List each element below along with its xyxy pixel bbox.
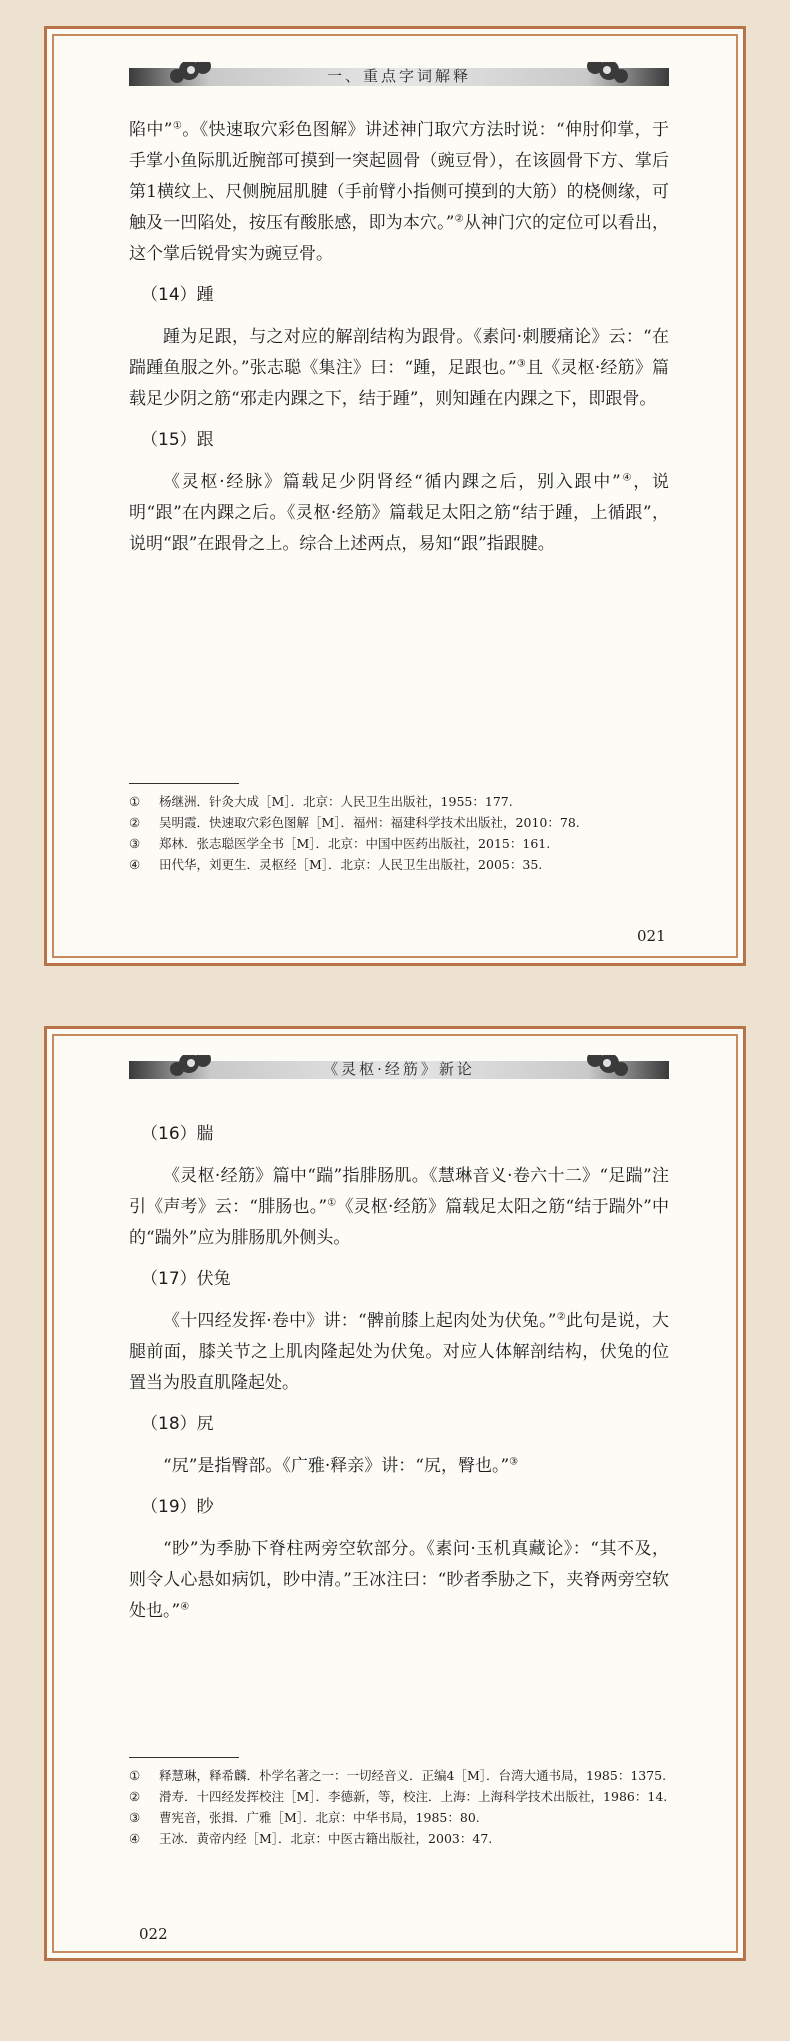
footnote-ref: ① bbox=[327, 1197, 337, 1209]
footnote-divider bbox=[129, 1757, 239, 1758]
chapter-title: 一、重点字词解释 bbox=[326, 67, 471, 85]
page-number: 022 bbox=[139, 1925, 168, 1943]
section-heading-14: （14）踵 bbox=[141, 285, 214, 305]
continued-paragraph: 陷中”①。《快速取穴彩色图解》讲述神门取穴方法时说：“伸肘仰掌，于手掌小鱼际肌近腕部可摸到一突起圆骨（豌豆骨），在该圆骨下方、掌后第1横纹上、尺侧腕屈肌腱（手前臂小指侧可摸到的大筋）的桡侧缘，可触及一凹陷处，按压有酸胀感，即为本穴。”②从神门穴的定位可以看出，这个掌后锐骨实为豌豆骨。 bbox=[129, 120, 670, 264]
book-title: 《灵枢·经筋》新论 bbox=[323, 1060, 475, 1078]
book-page-022 bbox=[44, 1026, 746, 1961]
section-paragraph-17: 《十四经发挥·卷中》讲：“髀前膝上起肉处为伏兔。”②此句是说，大腿前面，膝关节之上肌肉隆起处为伏兔。对应人体解剖结构，伏兔的位置当为股直肌隆起处。 bbox=[129, 1311, 669, 1393]
book-page-021 bbox=[44, 26, 746, 966]
footnote: ④ 田代华，刘更生．灵枢经［M］．北京：人民卫生出版社，2005：35. bbox=[129, 857, 543, 872]
section-paragraph-15: 《灵枢·经脉》篇载足少阴肾经“循内踝之后，别入跟中”④，说明“跟”在内踝之后。《灵枢·经筋》篇载足太阳之筋“结于踵，上循跟”，说明“跟”在跟骨之上。综合上述两点，易知“跟”指跟腱。 bbox=[129, 472, 669, 554]
section-heading-19: （19）眇 bbox=[141, 1497, 214, 1517]
footnote-ref: ① bbox=[172, 120, 183, 132]
chapter-banner bbox=[129, 62, 669, 90]
section-paragraph-16: 《灵枢·经筋》篇中“踹”指腓肠肌。《慧琳音义·卷六十二》“足踹”注引《声考》云：“腓肠也。”①《灵枢·经筋》篇载足太阳之筋“结于踹外”中的“踹外”应为腓肠肌外侧头。 bbox=[129, 1166, 669, 1248]
footnote-ref: ③ bbox=[509, 1456, 519, 1468]
footnotes bbox=[129, 1765, 669, 1849]
section-heading-15: （15）跟 bbox=[141, 430, 214, 450]
footnote-ref: ④ bbox=[620, 472, 634, 484]
footnote: ② 滑寿．十四经发挥校注［M］．李德新，等，校注．上海：上海科学技术出版社，1986：14. bbox=[129, 1789, 668, 1804]
chapter-banner bbox=[129, 1055, 669, 1083]
footnote: ④ 王冰．黄帝内经［M］．北京：中医古籍出版社，2003：47. bbox=[129, 1831, 493, 1846]
footnote-ref: ③ bbox=[516, 358, 527, 370]
footnote-ref: ② bbox=[454, 213, 464, 225]
footnote: ③ 郑林．张志聪医学全书［M］．北京：中国中医药出版社，2015：161. bbox=[129, 836, 551, 851]
section-heading-17: （17）伏兔 bbox=[141, 1269, 231, 1289]
section-paragraph-18: “尻”是指臀部。《广雅·释亲》讲：“尻，臀也。”③ bbox=[163, 1456, 519, 1476]
footnote: ① 释慧琳，释希麟．朴学名著之一：一切经音义．正编4［M］．台湾大通书局，1985：1375. bbox=[129, 1768, 667, 1783]
footnote: ① 杨继洲．针灸大成［M］．北京：人民卫生出版社，1955：177. bbox=[129, 794, 513, 809]
footnote-divider bbox=[129, 783, 239, 784]
section-paragraph-19: “眇”为季胁下脊柱两旁空软部分。《素问·玉机真藏论》：“其不及，则令人心悬如病饥，眇中清。”王冰注曰：“眇者季胁之下，夹脊两旁空软处也。”④ bbox=[129, 1539, 669, 1621]
section-paragraph-14: 踵为足跟，与之对应的解剖结构为跟骨。《素问·刺腰痛论》云：“在踹踵鱼服之外。”张志聪《集注》曰：“踵，足跟也。”③且《灵枢·经筋》篇载足少阴之筋“邪走内踝之下，结于踵”，则知踵在内踝之下，即跟骨。 bbox=[129, 327, 670, 409]
page-number: 021 bbox=[637, 927, 666, 945]
section-heading-18: （18）尻 bbox=[141, 1414, 214, 1434]
page-content bbox=[129, 115, 669, 570]
footnote: ② 吴明霞．快速取穴彩色图解［M］．福州：福建科学技术出版社，2010：78. bbox=[129, 815, 580, 830]
footnote: ③ 曹宪音，张揖．广雅［M］．北京：中华书局，1985：80. bbox=[129, 1810, 480, 1825]
footnote-ref: ④ bbox=[180, 1601, 190, 1613]
section-heading-16: （16）腨 bbox=[141, 1124, 214, 1144]
footnotes bbox=[129, 791, 669, 875]
footnote-ref: ② bbox=[556, 1311, 566, 1323]
page-content bbox=[129, 1121, 669, 1637]
